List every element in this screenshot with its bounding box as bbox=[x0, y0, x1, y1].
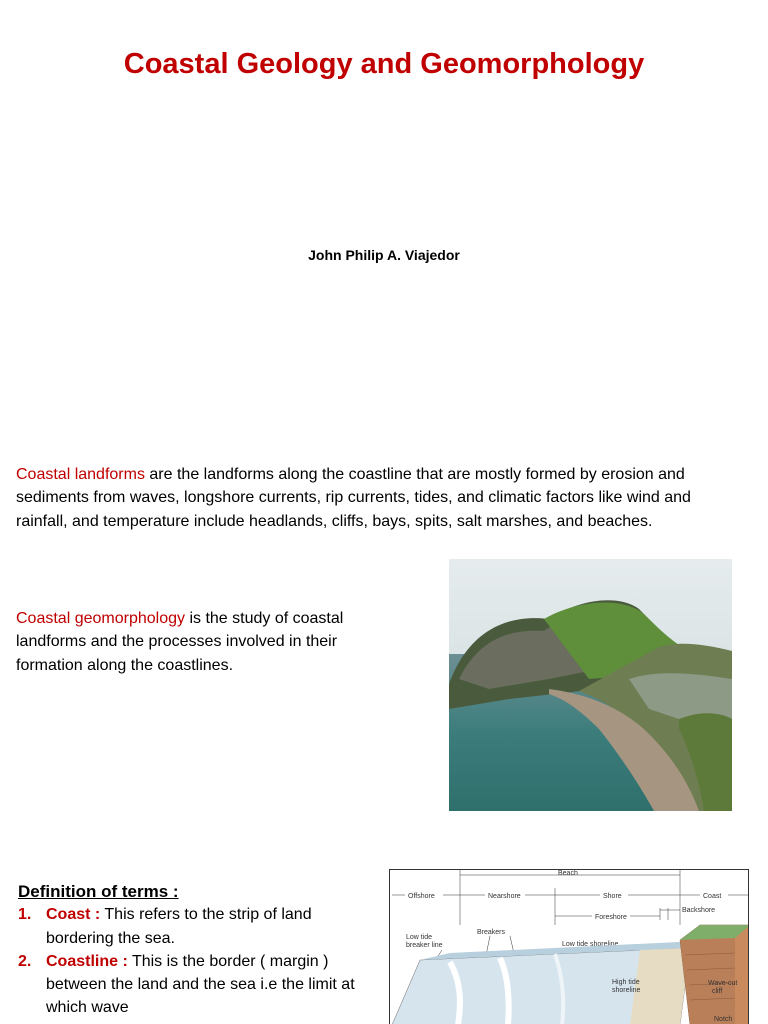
diagram-label-nearshore: Nearshore bbox=[488, 893, 521, 900]
diagram-label-low-tide-breaker-line-2: breaker line bbox=[406, 942, 443, 949]
definition-number: 2. bbox=[18, 952, 32, 970]
definitions-list bbox=[18, 903, 358, 1019]
coastal-landforms-text: are the landforms along the coastline that are mostly formed by erosion and sediments from waves, longshore currents, rip currents, tides, and climatic factors like wind and rainfall, and temperature include headlands, cliffs, bays, spits, salt marshes, and beaches. bbox=[16, 466, 691, 530]
diagram-label-high-tide-shoreline-2: shoreline bbox=[612, 987, 641, 994]
author-name: John Philip A. Viajedor bbox=[308, 247, 460, 263]
diagram-label-low-tide-breaker-line-1: Low tide bbox=[406, 934, 433, 941]
diagram-label-beach: Beach bbox=[558, 870, 578, 877]
diagram-label-backshore: Backshore bbox=[682, 907, 716, 914]
definition-item-coastline bbox=[18, 950, 358, 1020]
diagram-label-wave-cut-cliff-2: cliff bbox=[712, 988, 723, 995]
definition-item-coast bbox=[18, 903, 358, 950]
coastal-geomorphology-paragraph bbox=[16, 607, 356, 677]
page-title: Coastal Geology and Geomorphology bbox=[123, 48, 645, 80]
definition-term: Coast : bbox=[46, 906, 101, 924]
coastal-geomorphology-text: is the study of coastal landforms and the processes involved in their formation along the coastlines. bbox=[16, 610, 344, 674]
definition-text: This refers to the strip of land bordering the sea. bbox=[46, 906, 312, 947]
diagram-label-high-tide-shoreline-1: High tide bbox=[612, 979, 640, 986]
diagram-label-foreshore: Foreshore bbox=[595, 914, 627, 921]
diagram-label-shore: Shore bbox=[603, 893, 622, 900]
diagram-label-offshore: Offshore bbox=[408, 893, 435, 900]
diagram-label-coast: Coast bbox=[703, 893, 722, 900]
definition-text: This is the border ( margin ) between the land and the sea i.e the limit at which wave bbox=[46, 952, 355, 1017]
diagram-label-notch: Notch bbox=[714, 1016, 733, 1023]
coastal-landforms-paragraph bbox=[16, 463, 736, 533]
definitions-heading: Definition of terms : bbox=[18, 882, 179, 901]
diagram-label-wave-cut-cliff-1: Wave-cut bbox=[708, 980, 738, 987]
definitions-section bbox=[18, 880, 358, 1020]
diagram-label-breakers: Breakers bbox=[477, 929, 506, 936]
coastal-geomorphology-term: Coastal geomorphology bbox=[16, 610, 185, 627]
coastal-photo bbox=[449, 559, 732, 811]
definition-number: 1. bbox=[18, 906, 32, 924]
definition-term: Coastline : bbox=[46, 952, 128, 970]
coastal-landforms-term: Coastal landforms bbox=[16, 466, 145, 483]
coastal-zones-diagram bbox=[389, 869, 749, 1024]
diagram-label-low-tide-shoreline: Low tide shoreline bbox=[562, 941, 619, 948]
